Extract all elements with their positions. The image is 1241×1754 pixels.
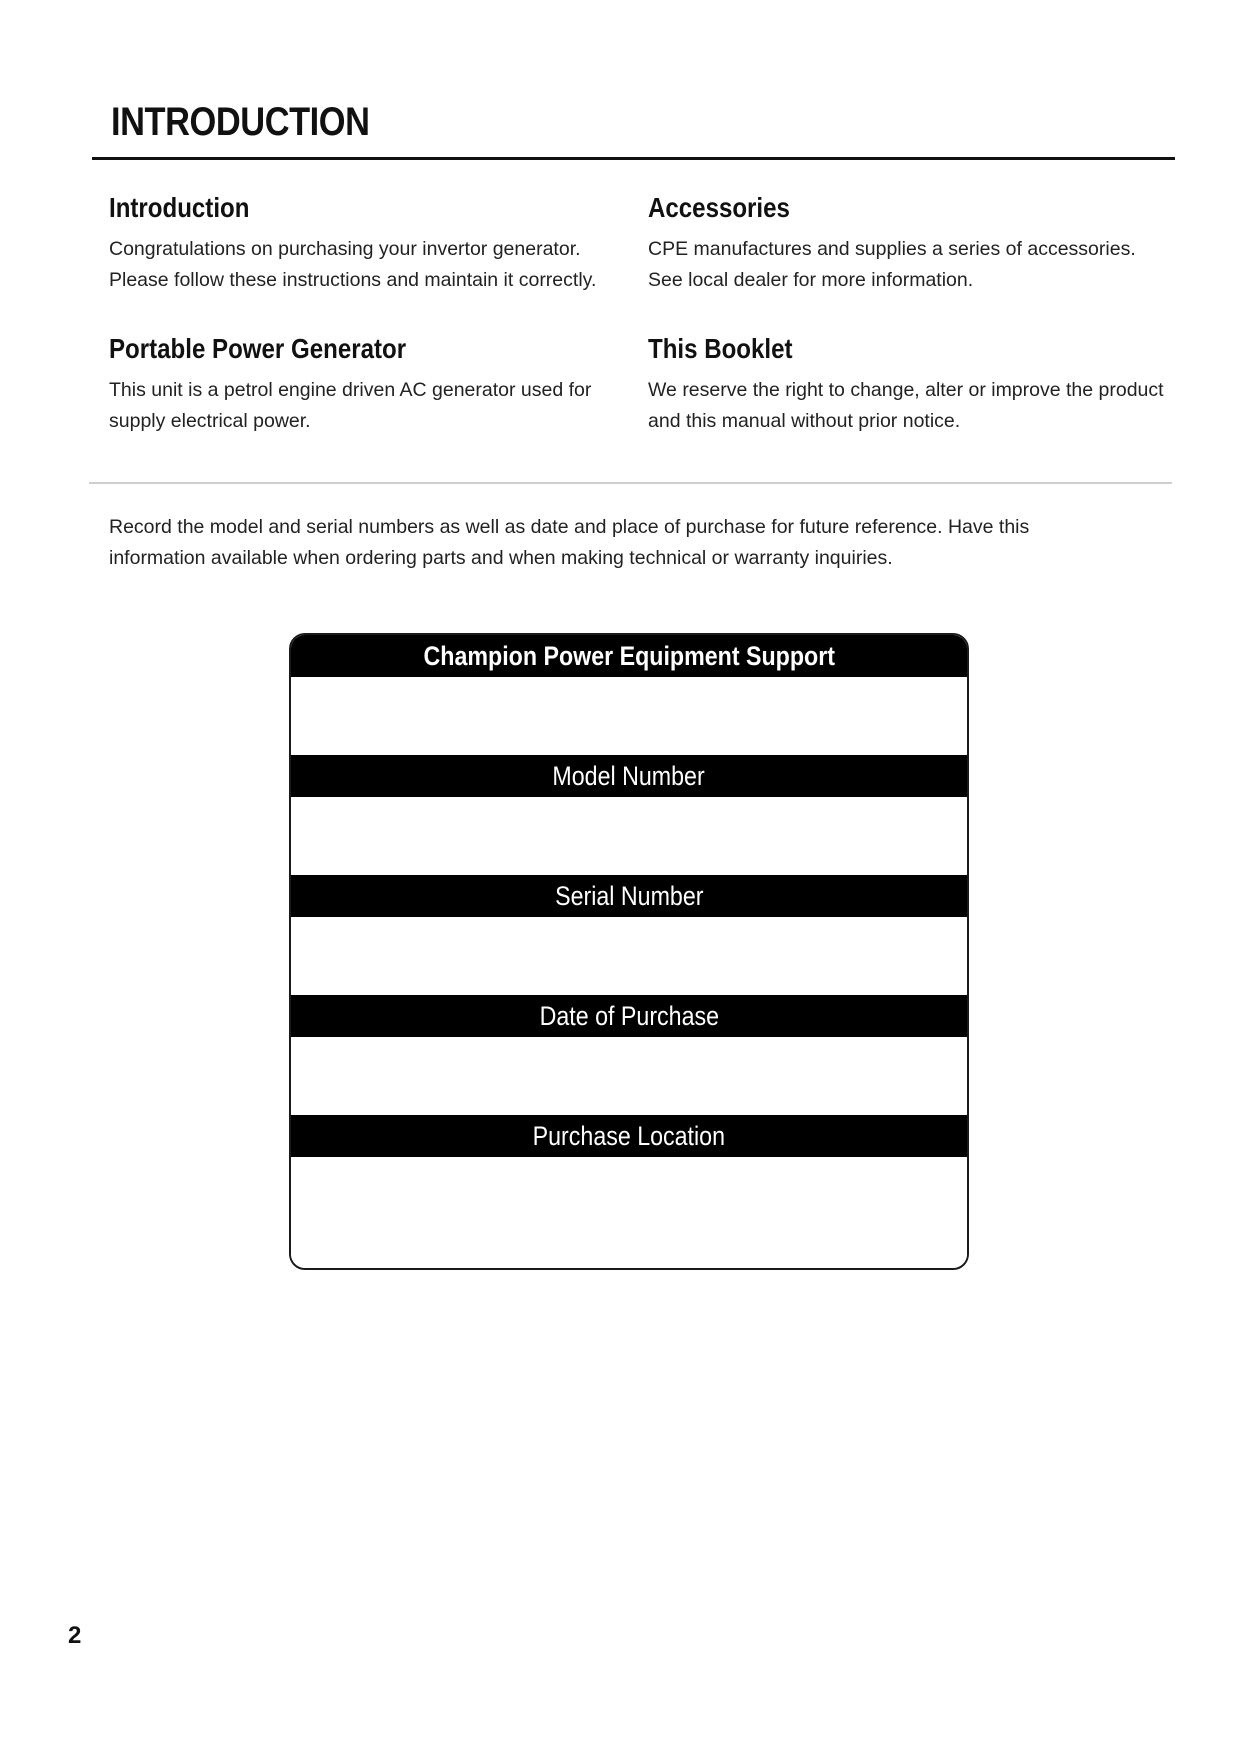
section-this-booklet	[648, 331, 1168, 436]
blank-field-top	[291, 677, 967, 755]
right-column	[648, 190, 1168, 436]
serial-number-label: Serial Number	[554, 880, 704, 911]
section-divider	[89, 482, 1172, 484]
accessories-heading: Accessories	[648, 192, 790, 223]
section-introduction	[109, 190, 629, 295]
page-number: 2	[68, 1622, 82, 1649]
model-number-field	[291, 797, 967, 875]
serial-number-field	[291, 917, 967, 995]
purchase-location-label: Purchase Location	[532, 1120, 726, 1151]
serial-number-label-bar	[291, 875, 967, 917]
booklet-body: We reserve the right to change, alter or improve the product and this manual without prior notice.	[648, 379, 1164, 432]
purchase-location-field	[291, 1157, 967, 1270]
support-box-header	[291, 635, 967, 677]
page-title: INTRODUCTION	[111, 100, 370, 144]
portable-body: This unit is a petrol engine driven AC generator used for supply electrical power.	[109, 379, 592, 432]
date-of-purchase-label-bar	[291, 995, 967, 1037]
booklet-heading: This Booklet	[648, 333, 793, 364]
date-of-purchase-field	[291, 1037, 967, 1115]
date-of-purchase-label: Date of Purchase	[539, 1000, 719, 1031]
model-number-label: Model Number	[552, 760, 706, 791]
portable-heading: Portable Power Generator	[109, 333, 407, 364]
accessories-body: CPE manufactures and supplies a series of accessories. See local dealer for more information.	[648, 238, 1136, 291]
introduction-body: Congratulations on purchasing your invertor generator. Please follow these instructions and maintain it correctly.	[109, 238, 597, 291]
section-portable-power-generator	[109, 331, 629, 436]
support-record-box	[289, 633, 969, 1270]
introduction-heading: Introduction	[109, 192, 250, 223]
section-accessories	[648, 190, 1168, 295]
record-instructions: Record the model and serial numbers as well as date and place of purchase for future reference. Have this information available when ordering parts and when making technical or warranty inquiries.	[109, 516, 1030, 569]
left-column	[109, 190, 629, 436]
purchase-location-label-bar	[291, 1115, 967, 1157]
support-box-title: Champion Power Equipment Support	[423, 640, 835, 671]
model-number-label-bar	[291, 755, 967, 797]
title-rule	[92, 157, 1175, 160]
